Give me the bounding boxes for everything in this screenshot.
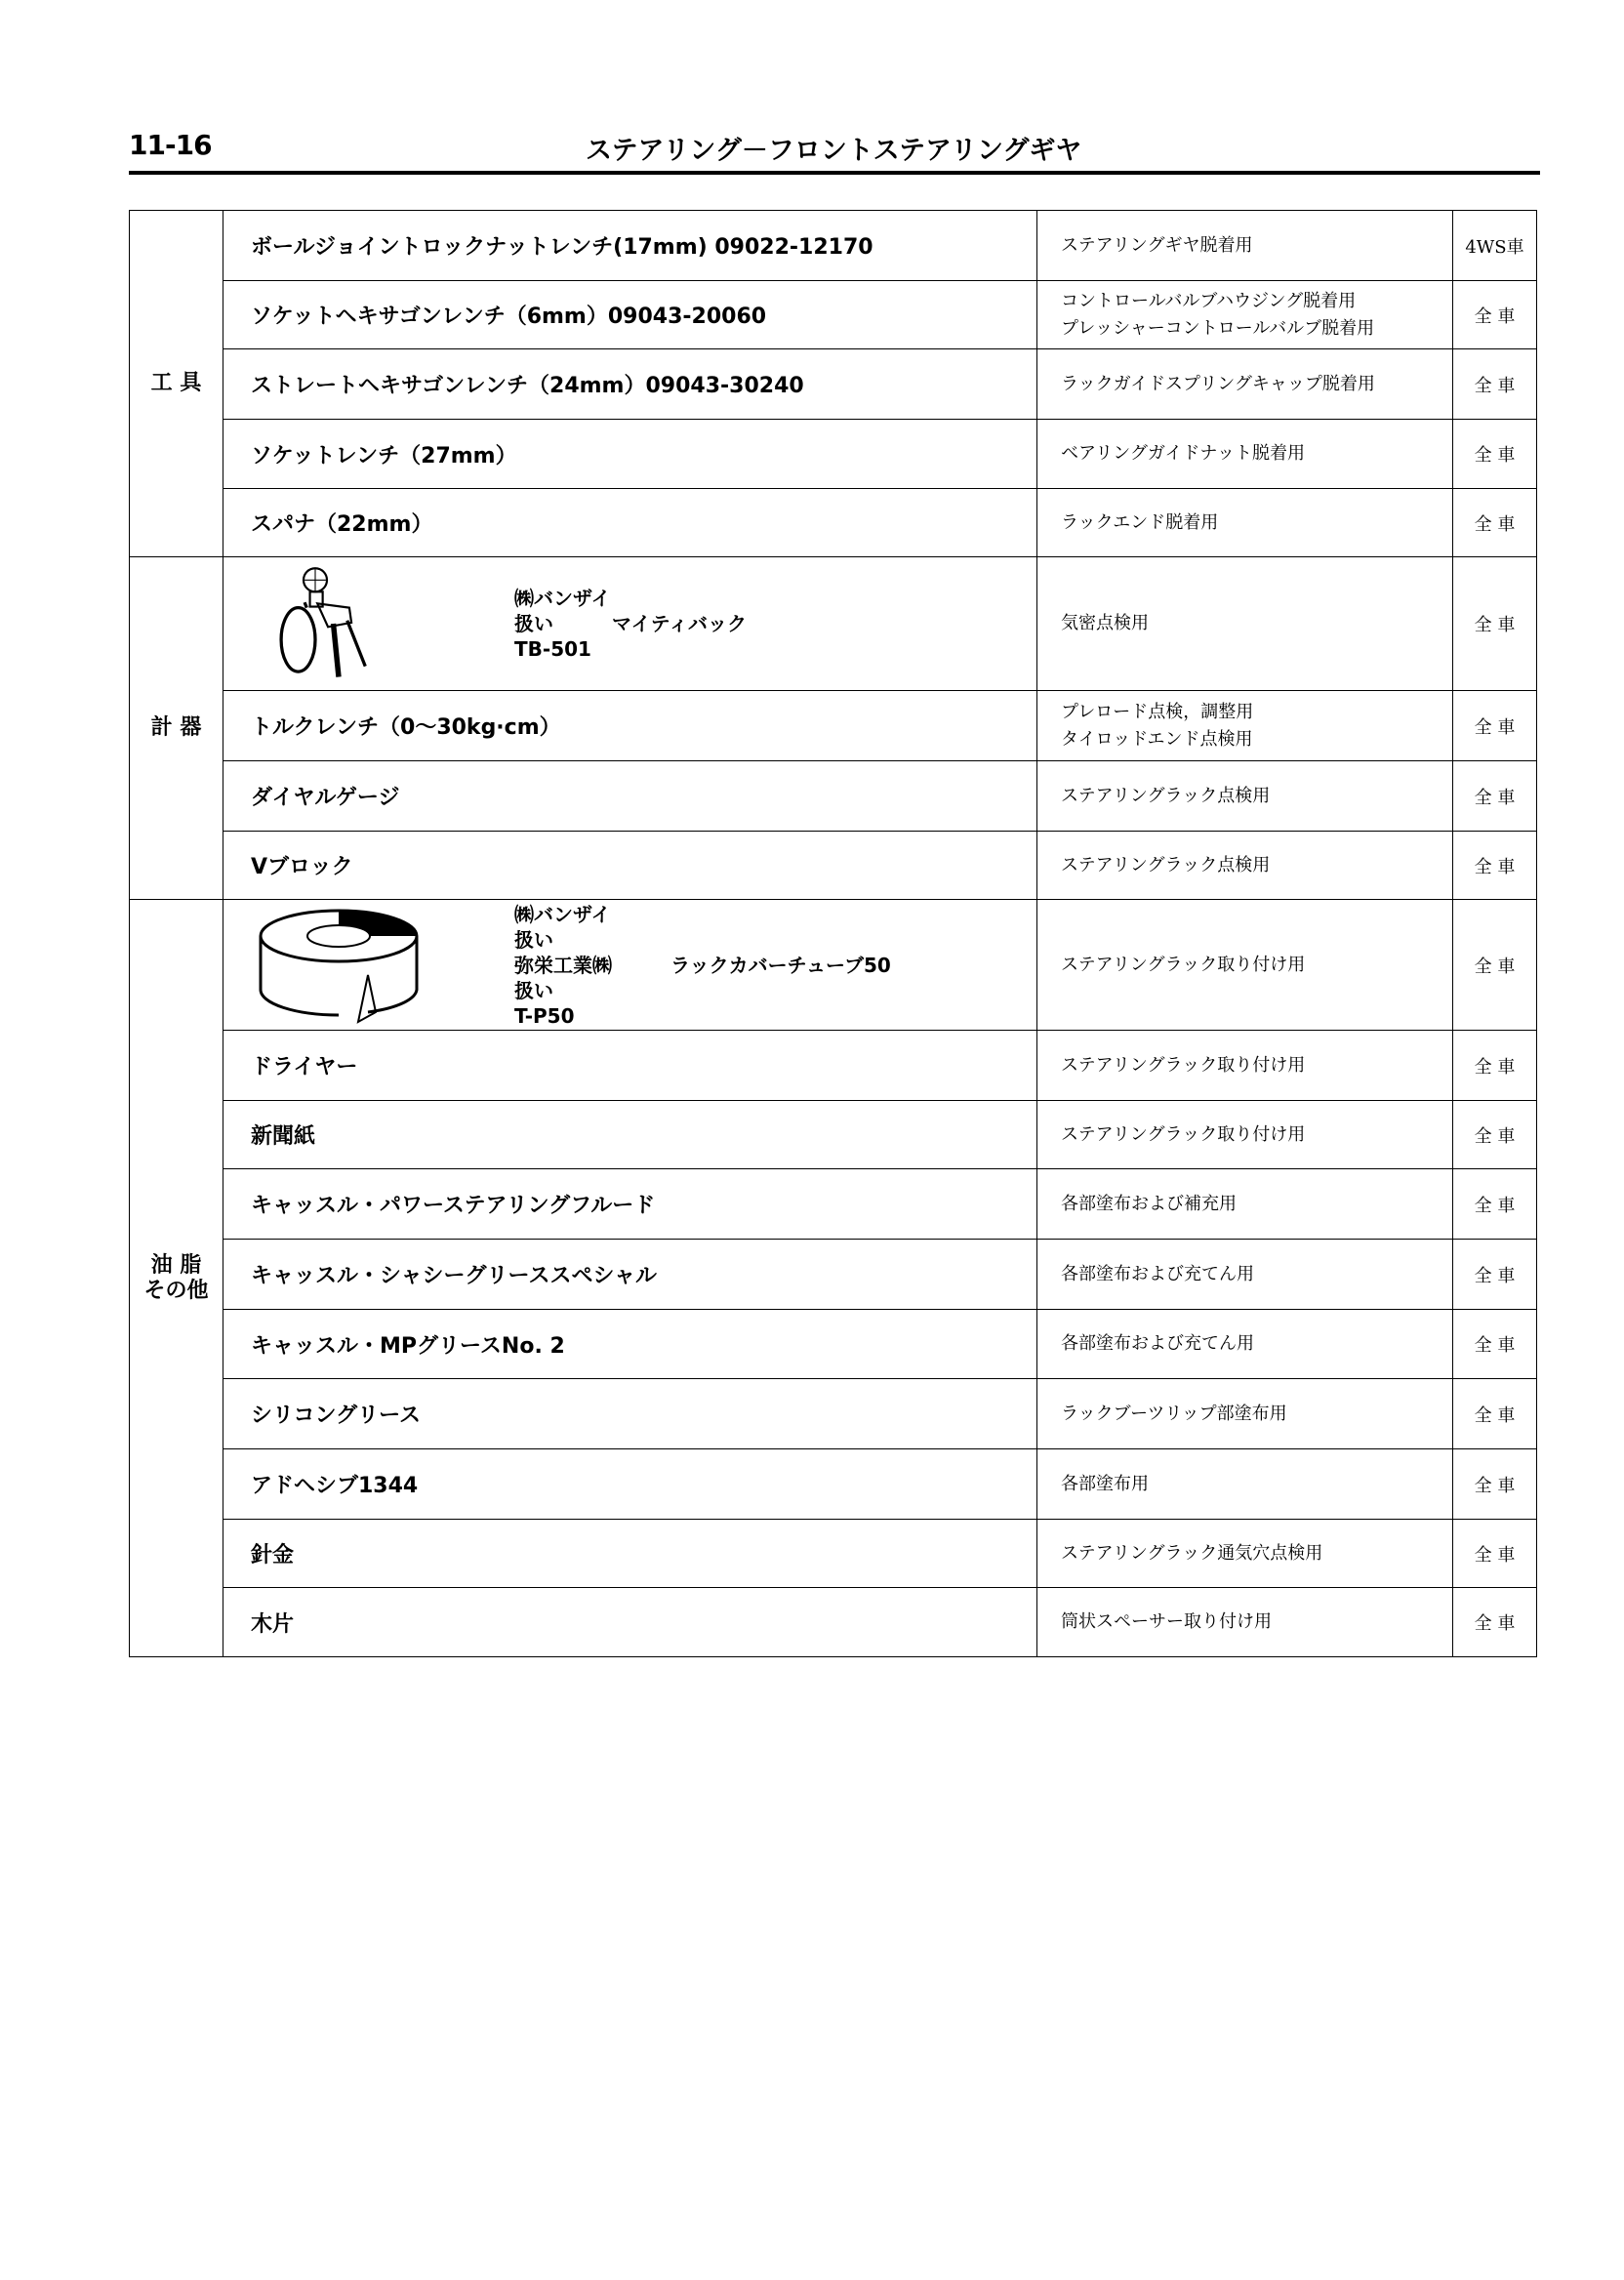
usage-text: 筒状スペーサー取り付け用 [1061,1611,1272,1632]
usage-cell [1037,281,1453,349]
item-name-cell [223,761,1037,832]
maker-line: TB-501 [514,637,591,661]
table-row [130,1520,1537,1588]
table-row [130,761,1537,832]
table-row [130,1449,1537,1520]
usage-text: ステアリングラック取り付け用 [1061,1123,1306,1145]
vehicle-cell: 全 車 [1453,1240,1537,1310]
item-name: ソケットレンチ（27mm） [251,443,517,468]
usage-text: タイロッドエンド点検用 [1061,728,1253,750]
maker-info [514,586,747,662]
item-name: ドライヤー [251,1055,358,1079]
maker-line: 扱い [514,978,553,1002]
item-name: ダイヤルゲージ [251,786,400,810]
vehicle-cell: 全 車 [1453,1169,1537,1240]
usage-text: ラックエンド脱着用 [1061,511,1219,533]
table-row [130,420,1537,489]
item-name-cell [223,1379,1037,1449]
category-label: 工 具 [150,371,202,395]
tools-table [129,210,1537,1657]
usage-cell [1037,1520,1453,1588]
item-name: 針金 [251,1543,295,1568]
vehicle-cell: 全 車 [1453,761,1537,832]
item-name: Vブロック [251,855,353,879]
item-name-cell [223,1101,1037,1169]
vehicle-cell: 全 車 [1453,557,1537,691]
item-name-cell [223,489,1037,557]
item-name-cell [223,211,1037,281]
usage-text: 各部塗布および充てん用 [1061,1333,1254,1354]
item-name: ソケットヘキサゴンレンチ（6mm）09043-20060 [251,305,767,329]
vehicle-cell: 全 車 [1453,832,1537,900]
maker-line: 扱い マイティバック [514,612,747,635]
usage-text: ステアリングラック取り付け用 [1061,1054,1306,1076]
vehicle-cell: 全 車 [1453,1588,1537,1657]
usage-cell [1037,691,1453,761]
product-name: ラックカバーチューブ50 [670,953,891,977]
item-name-cell [223,1240,1037,1310]
item-name: スパナ（22mm） [251,512,433,537]
usage-text: 各部塗布および補充用 [1061,1193,1237,1214]
usage-cell [1037,1101,1453,1169]
usage-cell [1037,1379,1453,1449]
item-name: 木片 [251,1611,295,1637]
item-name-cell [223,1031,1037,1101]
usage-cell [1037,420,1453,489]
category-label: その他 [143,1278,209,1303]
usage-text: 各部塗布および充てん用 [1061,1263,1254,1284]
usage-text: 各部塗布用 [1061,1473,1149,1494]
maker-line: T-P50 [514,1003,575,1028]
usage-text: ステアリングラック点検用 [1061,854,1271,875]
vacuum-pump-gauge-icon [251,565,426,682]
usage-text: 気密点検用 [1061,613,1149,633]
table-row [130,1588,1537,1657]
item-name: キャッスル・MPグリースNo. 2 [251,1333,565,1359]
page-title: ステアリング－フロントステアリングギヤ [586,136,1082,166]
vehicle-cell: 全 車 [1453,420,1537,489]
item-name: ボールジョイントロックナットレンチ(17mm) 09022-12170 [251,235,873,260]
maker-line: 弥栄工業㈱ ラックカバーチューブ50 [514,953,891,977]
usage-text: ステアリングギヤ脱着用 [1061,234,1253,256]
table-row [130,1240,1537,1310]
item-name-cell [223,557,1037,691]
item-name-cell [223,1520,1037,1588]
table-row [130,1379,1537,1449]
maker-info [514,902,891,1029]
usage-text: ステアリングラック取り付け用 [1061,954,1306,975]
header-rule [129,171,1540,175]
table-row [130,557,1537,691]
category-cell [130,557,223,900]
usage-cell [1037,211,1453,281]
page-number: 11-16 [129,129,212,161]
usage-text: プレッシャーコントロールバルブ脱着用 [1061,317,1375,339]
item-name-cell [223,349,1037,420]
vehicle-cell: 全 車 [1453,1310,1537,1379]
usage-cell [1037,761,1453,832]
usage-cell [1037,832,1453,900]
category-cell [130,211,223,557]
item-name-cell [223,832,1037,900]
usage-cell [1037,1031,1453,1101]
table-row [130,281,1537,349]
table-row [130,489,1537,557]
item-name: シリコングリース [251,1404,422,1428]
item-name-cell [223,1169,1037,1240]
usage-cell [1037,900,1453,1031]
table-row [130,211,1537,281]
tape-roll-icon [251,907,426,1024]
category-cell [130,900,223,1657]
usage-cell [1037,349,1453,420]
vehicle-cell: 全 車 [1453,1031,1537,1101]
item-name-cell [223,900,1037,1031]
usage-cell [1037,1310,1453,1379]
item-with-image [251,902,1036,1029]
usage-cell [1037,557,1453,691]
table-row [130,1101,1537,1169]
usage-text: ラックブーツリップ部塗布用 [1061,1403,1287,1424]
item-name-cell [223,420,1037,489]
vehicle-cell: 全 車 [1453,1520,1537,1588]
maker-line: 扱い [514,927,553,952]
vehicle-cell: 全 車 [1453,1449,1537,1520]
item-name: アドヘシブ1344 [251,1474,419,1498]
usage-text: ステアリングラック点検用 [1061,785,1271,806]
vehicle-cell: 全 車 [1453,349,1537,420]
item-name: ストレートヘキサゴンレンチ（24mm）09043-30240 [251,374,804,398]
item-name: キャッスル・シャシーグリーススペシャル [251,1264,658,1288]
item-name-cell [223,1310,1037,1379]
vehicle-cell: 全 車 [1453,691,1537,761]
table-row [130,900,1537,1031]
item-name-cell [223,281,1037,349]
vehicle-cell: 4WS車 [1453,211,1537,281]
product-name: マイティバック [612,612,747,635]
vehicle-cell: 全 車 [1453,281,1537,349]
category-label: 計 器 [150,715,202,740]
table-row [130,349,1537,420]
table-row [130,832,1537,900]
vehicle-cell: 全 車 [1453,489,1537,557]
item-name-cell [223,691,1037,761]
usage-cell [1037,1169,1453,1240]
table-row [130,1310,1537,1379]
item-name: 新聞紙 [251,1124,316,1149]
category-label: 油 脂 [150,1252,202,1278]
item-name-cell [223,1449,1037,1520]
vehicle-cell: 全 車 [1453,1379,1537,1449]
table-row [130,691,1537,761]
item-name-cell [223,1588,1037,1657]
maker-line: ㈱バンザイ [514,902,611,926]
usage-cell [1037,1449,1453,1520]
table-row [130,1031,1537,1101]
vehicle-cell: 全 車 [1453,900,1537,1031]
usage-text: ステアリングラック通気穴点検用 [1061,1542,1323,1564]
usage-text: プレロード点検，調整用 [1061,701,1254,722]
usage-cell [1037,1588,1453,1657]
item-name: キャッスル・パワーステアリングフルード [251,1194,656,1218]
usage-cell [1037,489,1453,557]
vehicle-cell: 全 車 [1453,1101,1537,1169]
usage-text: ベアリングガイドナット脱着用 [1061,443,1306,464]
table-row [130,1169,1537,1240]
item-with-image [251,565,1036,682]
maker-line: ㈱バンザイ [514,587,611,610]
usage-text: ラックガイドスプリングキャップ脱着用 [1061,373,1375,394]
usage-text: コントロールバルブハウジング脱着用 [1061,290,1357,311]
item-name: トルクレンチ（0～30kg·cm） [251,715,561,740]
usage-cell [1037,1240,1453,1310]
